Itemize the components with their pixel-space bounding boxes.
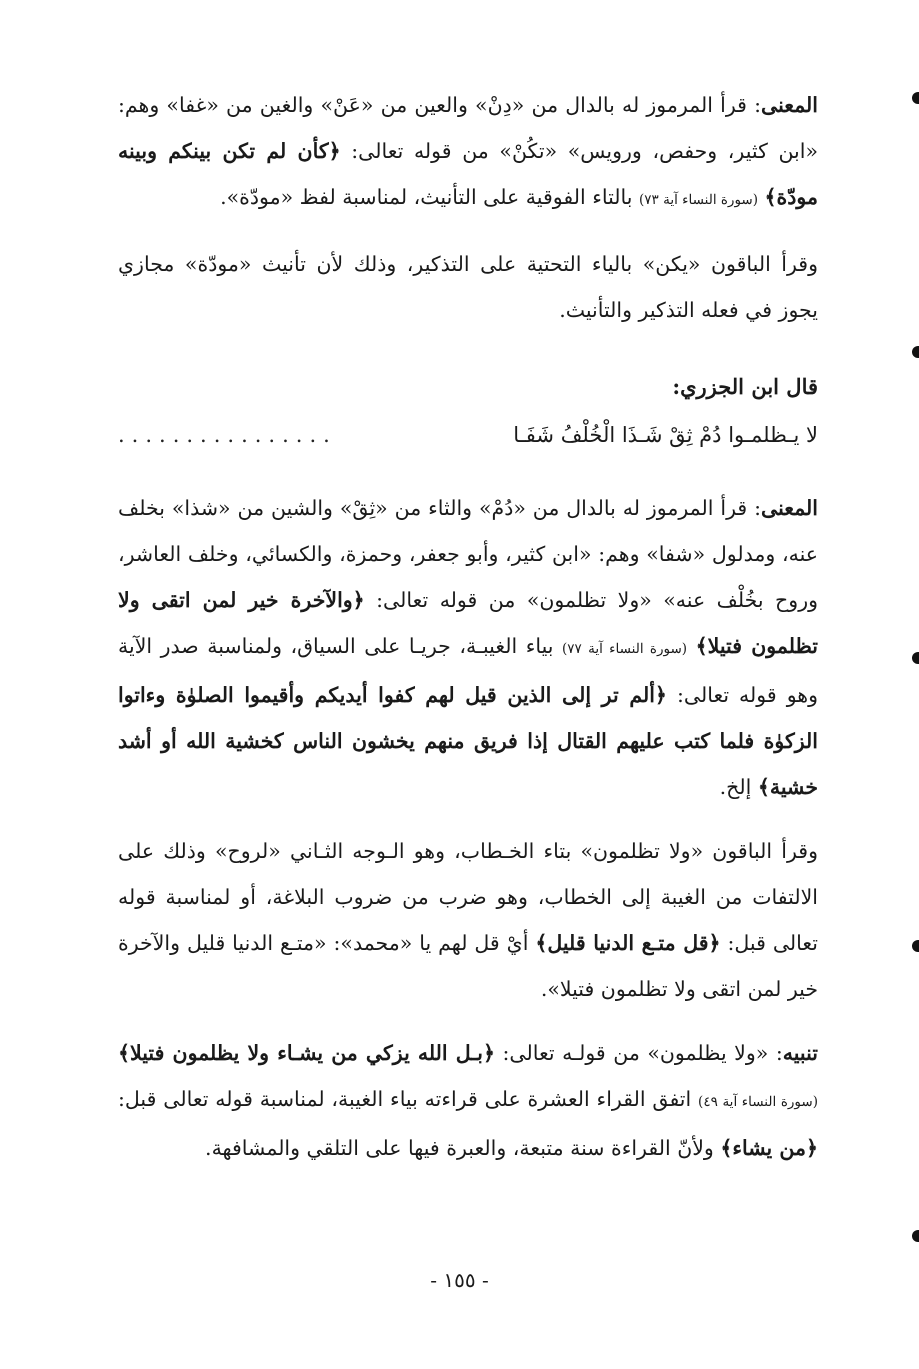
paragraph-others-1 (118, 241, 818, 333)
paragraph-note (118, 1030, 818, 1171)
text: : «ولا يظلمون» من قولـه تعالى: (495, 1041, 783, 1065)
page-edge-mark (912, 1230, 919, 1242)
quran-quote: ﴿من يشاء﴾ (720, 1136, 818, 1160)
quran-quote: ﴿قل متـع الدنيا قليل﴾ (535, 931, 721, 955)
surah-reference: (سورة النساء آية ٤٩) (698, 1094, 818, 1110)
text: أيْ قل لهم يا «محمد»: «متـع الدنيا قليل والآخرة خير لمن اتقى ولا تظلمون فتيلا». (118, 931, 818, 1001)
text: بياء الغيبـة، جريـا على السياق، ولمناسبة صدر الآية وهو قوله تعالى: (118, 634, 819, 707)
page-edge-mark (912, 940, 919, 952)
surah-reference: (سورة النساء آية ٧٣) (639, 192, 759, 208)
page-edge-mark (912, 346, 919, 358)
quran-quote: ﴿والآخرة خير لمن اتقى ولا تظلمون فتيلا﴾ (118, 588, 818, 658)
label-meaning: المعنى (761, 496, 818, 520)
text: وقرأ الباقون «يكن» بالياء التحتية على التذكير، وذلك لأن تأنيث «مودّة» مجازي يجوز في فعله التذكير والتأنيث. (118, 252, 818, 322)
text: : قرأ المرموز له بالدال من «دِنْ» والعين من «عَنْ» والغين من «غفا» وهم: «ابن كثير، وحفص، ورويس» «تكُنْ» من قوله تعالى: (118, 93, 818, 163)
quran-quote: ﴿ألم تر إلى الذين قيل لهم كفوا أيديكم وأقيموا الصلوٰة وءاتوا الزكوٰة فلما كتب عليهم القتال إذا فريق منهم يخشون الناس كخشية الله أو أشد خشية﴾ (118, 683, 818, 799)
verse-text: لا يـظلمـوا دُمْ ثِقْ شَـذَا الْخُلْفُ شَفَـا (513, 423, 818, 447)
paragraph-others-2 (118, 828, 818, 1012)
section-heading: قال ابن الجزري: (672, 374, 818, 399)
surah-reference: (سورة النساء آية ٧٧) (562, 641, 688, 657)
text: بالتاء الفوقية على التأنيث، لمناسبة لفظ «مودّة». (220, 185, 639, 209)
text: اتفق القراء العشرة على قراءته بياء الغيبة، لمناسبة قوله تعالى قبل: (118, 1087, 699, 1111)
paragraph-meaning-1 (118, 82, 818, 223)
label-meaning: المعنى (761, 93, 818, 117)
text: وقرأ الباقون «ولا تظلمون» بتاء الخـطاب، وهو الـوجه الثـاني «لروح» وذلك على الالتفات من الغيبة إلى الخطاب، وهو ضرب من ضروب البلاغة، أو لمناسبة قوله تعالى قبل: (118, 839, 819, 955)
page-edge-mark (912, 652, 919, 664)
page-number: - ١٥٥ - (430, 1268, 489, 1292)
verse-dots: ................ (118, 423, 337, 447)
text: ولأنّ القراءة سنة متبعة، والعبرة فيها على التلقي والمشافهة. (205, 1136, 721, 1160)
quran-quote: ﴿بـل الله يزكي من يشـاء ولا يظلمون فتيلا﴾ (118, 1041, 495, 1065)
paragraph-meaning-2 (118, 485, 818, 810)
page-body (118, 82, 818, 1189)
quran-quote: ﴿كأن لم تكن بينكم وبينه مودّة﴾ (118, 139, 818, 209)
text: : قرأ المرموز له بالدال من «دُمْ» والثاء من «ثِقْ» والشين من «شذا» بخلف عنه، ومدلول «شفا» وهم: «ابن كثير، وأبو جعفر، وحمزة، والكسائي، وخلف العاشر، وروح بخُلْف عنه» «ولا تظلمون» من قوله تعالى: (118, 496, 818, 612)
label-note: تنبيه (782, 1041, 818, 1065)
text: إلخ. (719, 775, 758, 799)
page-edge-mark (912, 92, 919, 104)
verse-line (118, 411, 818, 459)
